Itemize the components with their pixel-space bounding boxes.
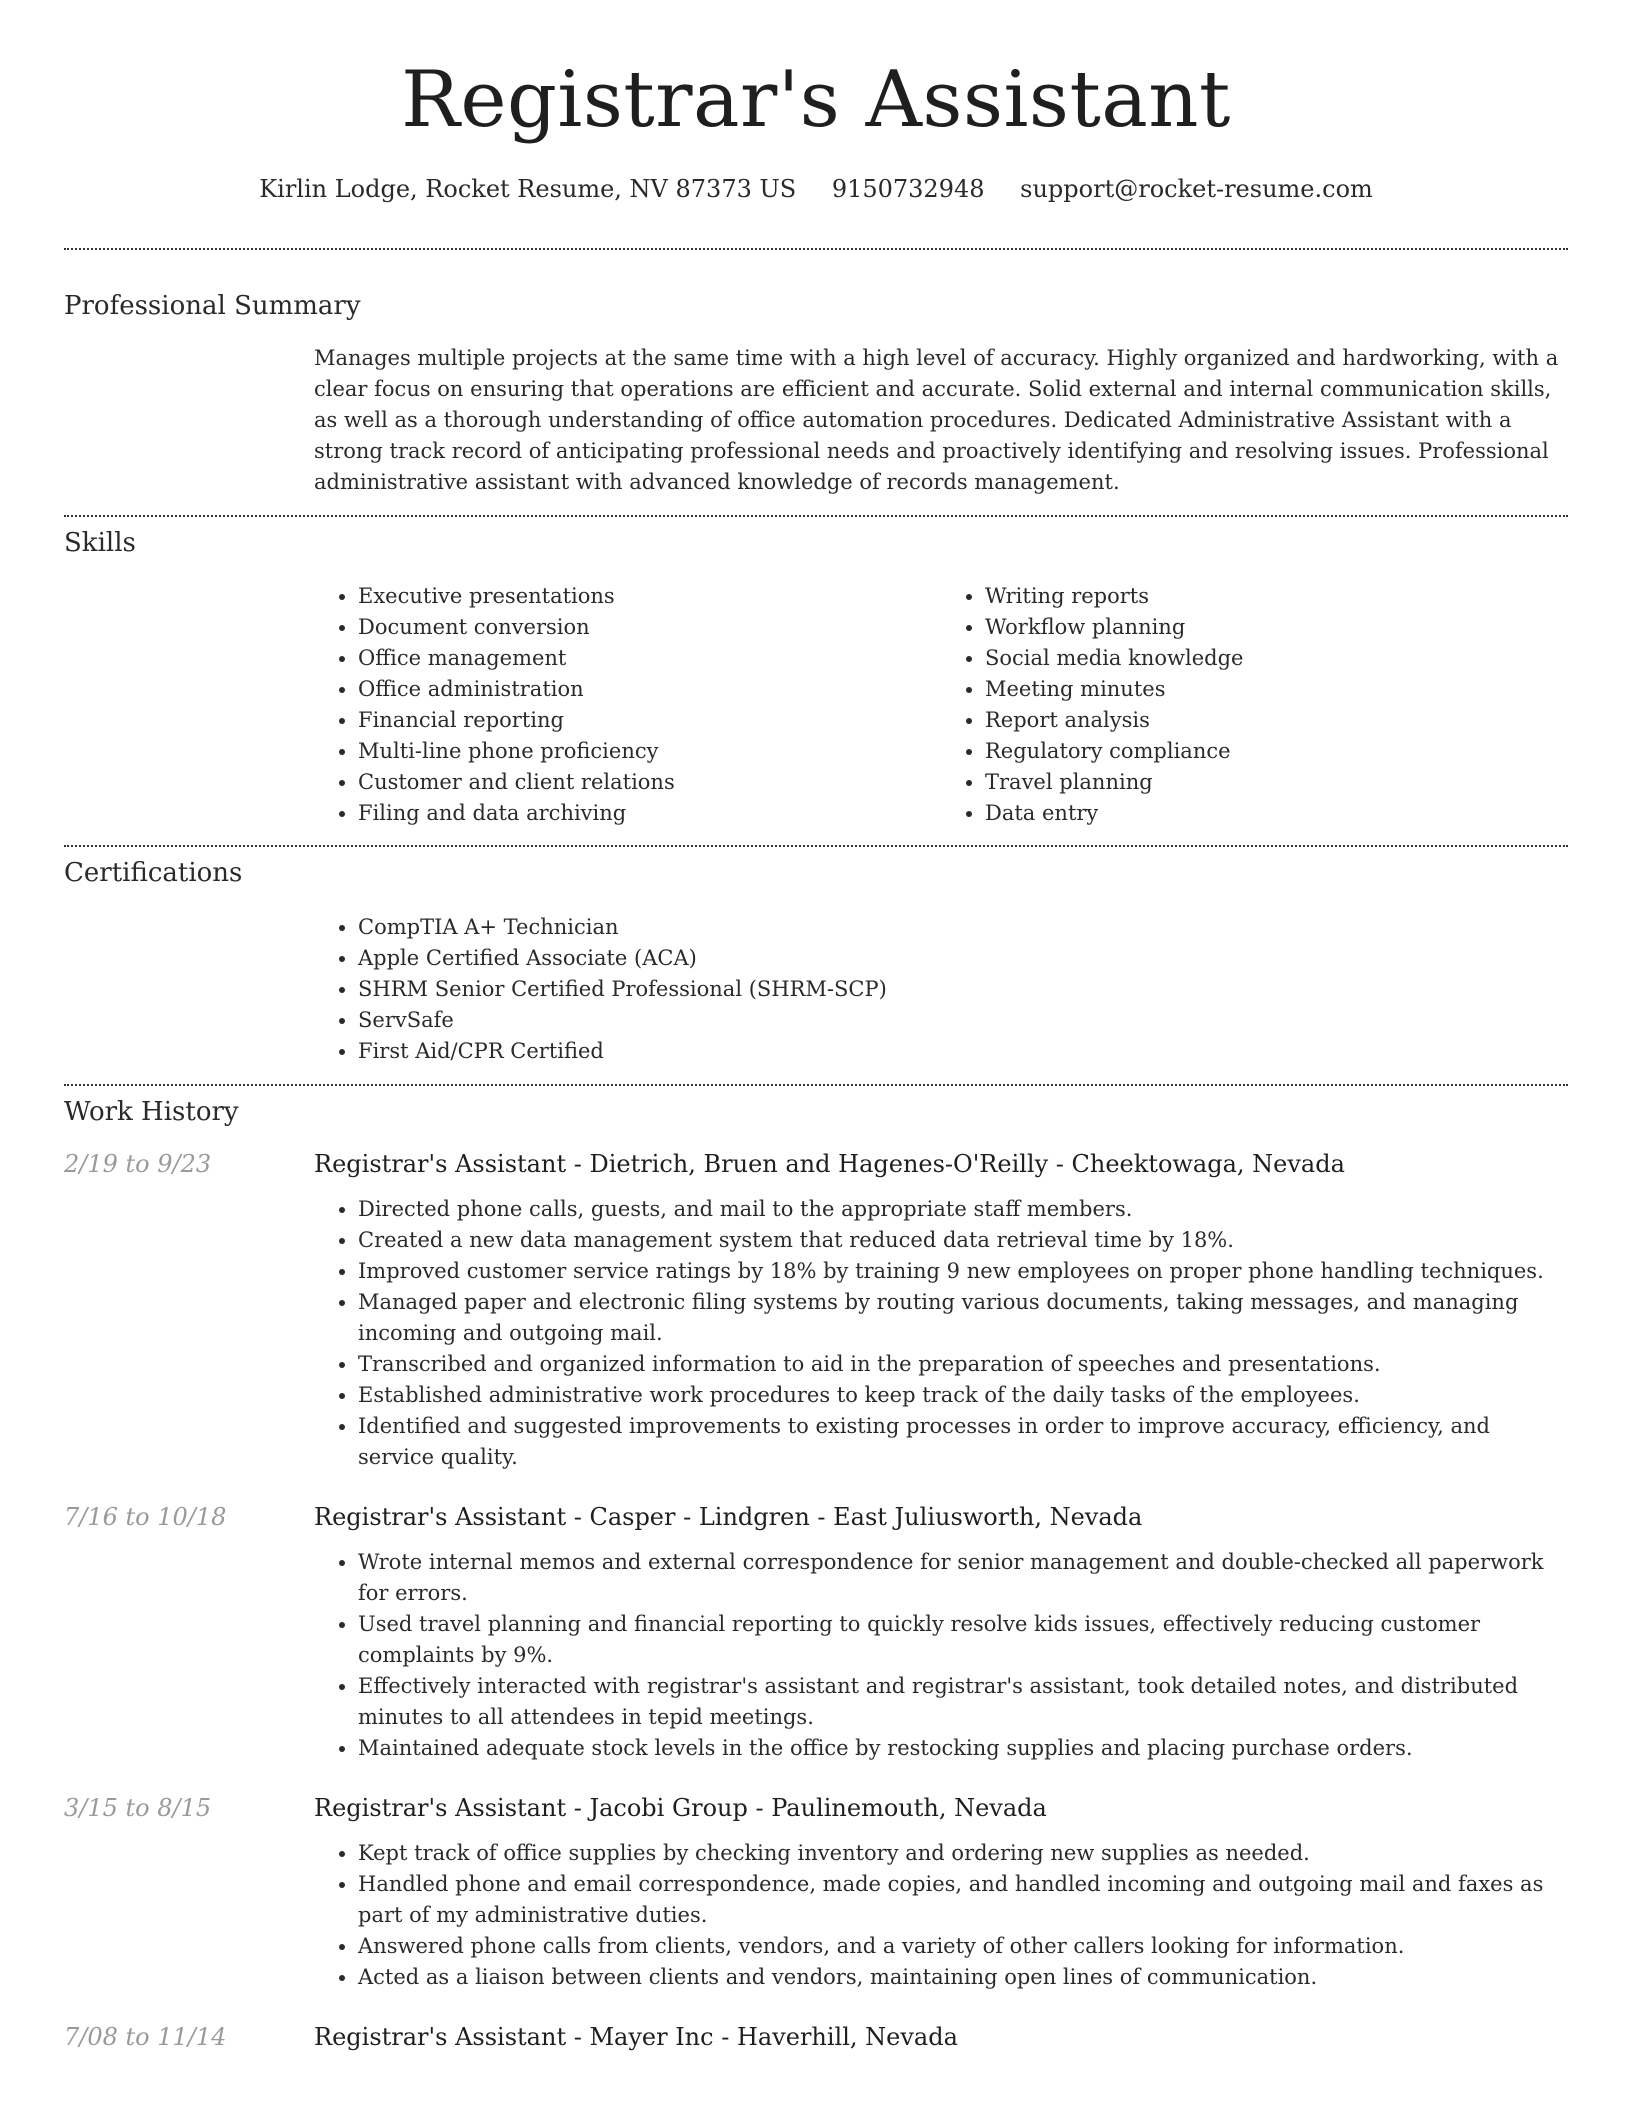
job-header [64, 2023, 1568, 2051]
job-bullets [314, 1194, 1568, 1473]
list-item: • Document conversion [358, 612, 941, 643]
job-entry [64, 1150, 1568, 1473]
job-bullets [314, 1838, 1568, 1993]
contact-line [64, 174, 1568, 204]
list-item: • Financial reporting [358, 705, 941, 736]
list-item: • Data entry [985, 798, 1568, 829]
job-title: Registrar's Assistant - Jacobi Group - Paulinemouth, Nevada [314, 1794, 1047, 1822]
summary-text: Manages multiple projects at the same time with a high level of accuracy. Highly organized and hardworking, with a clear focus on ensuring that operations are efficient and accurate. Solid external and internal communication skills, as well as a thorough understanding of office automation procedures. Dedicated Administrative Assistant with a strong track record of anticipating professional needs and proactively identifying and resolving issues. Professional administrative assistant with advanced knowledge of records management. [314, 346, 1559, 494]
list-item: • First Aid/CPR Certified [358, 1036, 1568, 1067]
list-item: • Customer and client relations [358, 767, 941, 798]
summary-section [64, 290, 1568, 498]
list-item: • Travel planning [985, 767, 1568, 798]
list-item: • Regulatory compliance [985, 736, 1568, 767]
job-dates: 7/16 to 10/18 [64, 1503, 227, 1531]
divider [64, 1084, 1568, 1086]
list-item: • Maintained adequate stock levels in the office by restocking supplies and placing purchase orders. [358, 1733, 1568, 1764]
list-item: • Directed phone calls, guests, and mail to the appropriate staff members. [358, 1194, 1568, 1225]
list-item: • Identified and suggested improvements to existing processes in order to improve accuracy, efficiency, and service quality. [358, 1411, 1568, 1473]
list-item: • Transcribed and organized information to aid in the preparation of speeches and presentations. [358, 1349, 1568, 1380]
list-item: • Wrote internal memos and external correspondence for senior management and double-checked all paperwork for errors. [358, 1547, 1568, 1609]
list-item: • Executive presentations [358, 581, 941, 612]
job-bullets [314, 1547, 1568, 1764]
job-title: Registrar's Assistant - Dietrich, Bruen and Hagenes-O'Reilly - Cheektowaga, Nevada [314, 1150, 1345, 1178]
list-item: • Office administration [358, 674, 941, 705]
divider [64, 845, 1568, 847]
contact-email: support@rocket-resume.com [1020, 175, 1373, 203]
job-header [64, 1503, 1568, 1531]
resume-page [64, 0, 1568, 2051]
job-header [64, 1794, 1568, 1822]
section-heading-certifications: Certifications [64, 858, 243, 888]
job-header [64, 1150, 1568, 1178]
list-item: • Effectively interacted with registrar's assistant and registrar's assistant, took detailed notes, and distributed minutes to all attendees in tepid meetings. [358, 1671, 1568, 1733]
certifications-section [64, 857, 1568, 1067]
divider [64, 248, 1568, 250]
job-entry [64, 1794, 1568, 1993]
job-dates: 2/19 to 9/23 [64, 1150, 212, 1178]
job-title: Registrar's Assistant - Mayer Inc - Haverhill, Nevada [314, 2023, 958, 2051]
section-heading-work-history: Work History [64, 1097, 239, 1127]
list-item: • Created a new data management system that reduced data retrieval time by 18%. [358, 1225, 1568, 1256]
skills-list-left [314, 581, 941, 829]
list-item: • Answered phone calls from clients, vendors, and a variety of other callers looking for information. [358, 1931, 1568, 1962]
list-item: • Established administrative work procedures to keep track of the daily tasks of the employees. [358, 1380, 1568, 1411]
list-item: • Social media knowledge [985, 643, 1568, 674]
skills-section [64, 527, 1568, 829]
work-history-section [64, 1096, 1568, 2051]
list-item: • Managed paper and electronic filing systems by routing various documents, taking messages, and managing incoming and outgoing mail. [358, 1287, 1568, 1349]
job-dates: 3/15 to 8/15 [64, 1794, 212, 1822]
list-item: • Meeting minutes [985, 674, 1568, 705]
job-title: Registrar's Assistant - Casper - Lindgren - East Juliusworth, Nevada [314, 1503, 1143, 1531]
job-entry [64, 1503, 1568, 1764]
list-item: • Writing reports [985, 581, 1568, 612]
page-title: Registrar's Assistant [401, 55, 1231, 145]
list-item: • Office management [358, 643, 941, 674]
list-item: • Apple Certified Associate (ACA) [358, 943, 1568, 974]
job-dates: 7/08 to 11/14 [64, 2023, 227, 2051]
list-item: • Report analysis [985, 705, 1568, 736]
skills-list-right [941, 581, 1568, 829]
list-item: • SHRM Senior Certified Professional (SHRM-SCP) [358, 974, 1568, 1005]
list-item: • Improved customer service ratings by 18% by training 9 new employees on proper phone handling techniques. [358, 1256, 1568, 1287]
list-item: • CompTIA A+ Technician [358, 912, 1568, 943]
job-entry [64, 2023, 1568, 2051]
contact-phone: 9150732948 [831, 175, 985, 203]
list-item: • Acted as a liaison between clients and vendors, maintaining open lines of communication. [358, 1962, 1568, 1993]
list-item: • Used travel planning and financial reporting to quickly resolve kids issues, effectively reducing customer complaints by 9%. [358, 1609, 1568, 1671]
section-heading-summary: Professional Summary [64, 291, 361, 321]
certifications-list [314, 912, 1568, 1067]
list-item: • Multi-line phone proficiency [358, 736, 941, 767]
list-item: • ServSafe [358, 1005, 1568, 1036]
contact-address: Kirlin Lodge, Rocket Resume, NV 87373 US [259, 175, 797, 203]
list-item: • Workflow planning [985, 612, 1568, 643]
divider [64, 515, 1568, 517]
section-heading-skills: Skills [64, 528, 136, 558]
list-item: • Kept track of office supplies by checking inventory and ordering new supplies as needed. [358, 1838, 1568, 1869]
skills-grid [314, 581, 1568, 829]
list-item: • Filing and data archiving [358, 798, 941, 829]
list-item: • Handled phone and email correspondence, made copies, and handled incoming and outgoing mail and faxes as part of my administrative duties. [358, 1869, 1568, 1931]
